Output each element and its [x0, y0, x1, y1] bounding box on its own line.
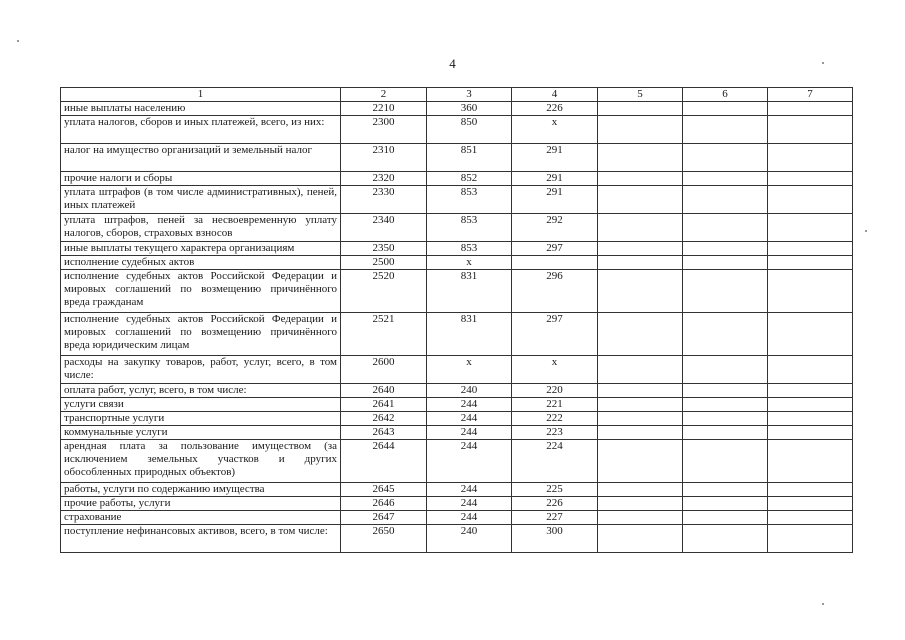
- cell-empty: [768, 186, 853, 214]
- cell-empty: [683, 172, 768, 186]
- cell-code: 2642: [341, 412, 427, 426]
- cell-empty: [598, 102, 683, 116]
- cell-empty: [598, 144, 683, 172]
- cell-empty: [683, 525, 768, 553]
- cell-kosgu: x: [512, 116, 598, 144]
- table-row: [61, 214, 853, 242]
- cell-name: налог на имущество организаций и земельный налог: [61, 144, 341, 172]
- table-row: [61, 483, 853, 497]
- cell-empty: [598, 511, 683, 525]
- table-row: [61, 256, 853, 270]
- cell-code: 2644: [341, 440, 427, 483]
- column-header: 6: [683, 88, 768, 102]
- cell-name: уплата налогов, сборов и иных платежей, всего, из них:: [61, 116, 341, 144]
- column-header: 4: [512, 88, 598, 102]
- page-number: 4: [449, 56, 456, 71]
- cell-empty: [598, 256, 683, 270]
- column-header: 3: [427, 88, 512, 102]
- cell-empty: [683, 497, 768, 511]
- cell-empty: [598, 242, 683, 256]
- cell-kosgu: 220: [512, 384, 598, 398]
- cell-kbk: 244: [427, 426, 512, 440]
- column-header: 7: [768, 88, 853, 102]
- cell-kbk: x: [427, 256, 512, 270]
- cell-name: прочие налоги и сборы: [61, 172, 341, 186]
- cell-code: 2600: [341, 356, 427, 384]
- cell-code: 2646: [341, 497, 427, 511]
- cell-kosgu: 291: [512, 172, 598, 186]
- cell-kosgu: 300: [512, 525, 598, 553]
- cell-empty: [598, 214, 683, 242]
- cell-name: услуги связи: [61, 398, 341, 412]
- cell-name: расходы на закупку товаров, работ, услуг, всего, в том числе:: [61, 356, 341, 384]
- cell-empty: [683, 356, 768, 384]
- cell-empty: [683, 483, 768, 497]
- cell-kbk: 852: [427, 172, 512, 186]
- cell-kosgu: 226: [512, 497, 598, 511]
- cell-empty: [598, 186, 683, 214]
- cell-kosgu: 226: [512, 102, 598, 116]
- scan-speck: [822, 603, 824, 605]
- cell-empty: [683, 242, 768, 256]
- scan-speck: [822, 62, 824, 64]
- cell-empty: [768, 116, 853, 144]
- cell-empty: [768, 242, 853, 256]
- cell-kosgu: [512, 256, 598, 270]
- cell-empty: [768, 412, 853, 426]
- cell-empty: [683, 144, 768, 172]
- cell-empty: [768, 483, 853, 497]
- cell-name: оплата работ, услуг, всего, в том числе:: [61, 384, 341, 398]
- cell-code: 2330: [341, 186, 427, 214]
- cell-name: коммунальные услуги: [61, 426, 341, 440]
- cell-kosgu: 292: [512, 214, 598, 242]
- cell-empty: [683, 102, 768, 116]
- cell-code: 2500: [341, 256, 427, 270]
- cell-code: 2647: [341, 511, 427, 525]
- table-row: [61, 172, 853, 186]
- cell-kosgu: 297: [512, 313, 598, 356]
- cell-kbk: 240: [427, 384, 512, 398]
- cell-code: 2520: [341, 270, 427, 313]
- cell-empty: [768, 214, 853, 242]
- table-row: [61, 440, 853, 483]
- table-header-row: [61, 88, 853, 102]
- table-row: [61, 102, 853, 116]
- cell-empty: [683, 412, 768, 426]
- budget-table: [60, 87, 853, 553]
- cell-name: исполнение судебных актов: [61, 256, 341, 270]
- cell-kosgu: 225: [512, 483, 598, 497]
- cell-code: 2350: [341, 242, 427, 256]
- column-header: 1: [61, 88, 341, 102]
- table-row: [61, 313, 853, 356]
- cell-empty: [598, 440, 683, 483]
- cell-name: исполнение судебных актов Российской Федерации и мировых соглашений по возмещению причинённого вреда гражданам: [61, 270, 341, 313]
- cell-kosgu: 221: [512, 398, 598, 412]
- column-header: 2: [341, 88, 427, 102]
- cell-empty: [683, 270, 768, 313]
- table-row: [61, 356, 853, 384]
- scan-speck: [17, 40, 19, 42]
- cell-empty: [598, 270, 683, 313]
- cell-name: исполнение судебных актов Российской Федерации и мировых соглашений по возмещению причинённого вреда юридическим лицам: [61, 313, 341, 356]
- cell-empty: [683, 313, 768, 356]
- cell-empty: [768, 313, 853, 356]
- cell-empty: [683, 440, 768, 483]
- cell-kbk: 851: [427, 144, 512, 172]
- cell-code: 2300: [341, 116, 427, 144]
- table-row: [61, 525, 853, 553]
- cell-kosgu: 227: [512, 511, 598, 525]
- cell-empty: [683, 186, 768, 214]
- cell-kbk: 853: [427, 186, 512, 214]
- cell-kbk: 850: [427, 116, 512, 144]
- cell-empty: [683, 398, 768, 412]
- cell-code: 2310: [341, 144, 427, 172]
- cell-empty: [598, 525, 683, 553]
- cell-kbk: 244: [427, 440, 512, 483]
- cell-name: уплата штрафов, пеней за несвоевременную уплату налогов, сборов, страховых взносов: [61, 214, 341, 242]
- cell-empty: [768, 398, 853, 412]
- cell-empty: [768, 525, 853, 553]
- table-row: [61, 144, 853, 172]
- cell-empty: [768, 511, 853, 525]
- cell-kosgu: 291: [512, 186, 598, 214]
- table-row: [61, 511, 853, 525]
- cell-empty: [598, 313, 683, 356]
- cell-empty: [598, 116, 683, 144]
- cell-empty: [768, 426, 853, 440]
- cell-empty: [598, 172, 683, 186]
- scan-speck: [865, 230, 867, 232]
- cell-empty: [683, 384, 768, 398]
- cell-code: 2320: [341, 172, 427, 186]
- cell-empty: [768, 256, 853, 270]
- cell-kbk: 244: [427, 398, 512, 412]
- cell-kbk: 240: [427, 525, 512, 553]
- cell-kbk: 244: [427, 483, 512, 497]
- cell-kbk: 853: [427, 214, 512, 242]
- cell-kbk: x: [427, 356, 512, 384]
- table-row: [61, 497, 853, 511]
- cell-kosgu: 291: [512, 144, 598, 172]
- cell-empty: [598, 426, 683, 440]
- cell-empty: [683, 116, 768, 144]
- cell-empty: [598, 412, 683, 426]
- cell-code: 2340: [341, 214, 427, 242]
- cell-name: иные выплаты населению: [61, 102, 341, 116]
- cell-empty: [768, 270, 853, 313]
- cell-kbk: 831: [427, 313, 512, 356]
- cell-kosgu: 297: [512, 242, 598, 256]
- cell-kbk: 360: [427, 102, 512, 116]
- cell-code: 2643: [341, 426, 427, 440]
- table-row: [61, 186, 853, 214]
- cell-name: прочие работы, услуги: [61, 497, 341, 511]
- cell-code: 2641: [341, 398, 427, 412]
- cell-empty: [768, 102, 853, 116]
- table-row: [61, 398, 853, 412]
- table-row: [61, 270, 853, 313]
- cell-empty: [598, 398, 683, 412]
- cell-empty: [598, 384, 683, 398]
- table-row: [61, 412, 853, 426]
- cell-code: 2645: [341, 483, 427, 497]
- cell-kosgu: x: [512, 356, 598, 384]
- cell-kbk: 244: [427, 412, 512, 426]
- cell-empty: [598, 483, 683, 497]
- cell-kosgu: 296: [512, 270, 598, 313]
- cell-code: 2521: [341, 313, 427, 356]
- cell-empty: [683, 256, 768, 270]
- cell-empty: [768, 144, 853, 172]
- cell-name: иные выплаты текущего характера организациям: [61, 242, 341, 256]
- cell-code: 2650: [341, 525, 427, 553]
- cell-name: страхование: [61, 511, 341, 525]
- cell-empty: [768, 356, 853, 384]
- table-row: [61, 242, 853, 256]
- cell-empty: [683, 426, 768, 440]
- cell-empty: [768, 384, 853, 398]
- cell-kbk: 853: [427, 242, 512, 256]
- cell-kosgu: 222: [512, 412, 598, 426]
- cell-name: уплата штрафов (в том числе административных), пеней, иных платежей: [61, 186, 341, 214]
- cell-kosgu: 224: [512, 440, 598, 483]
- cell-empty: [683, 214, 768, 242]
- table-row: [61, 116, 853, 144]
- table-row: [61, 384, 853, 398]
- cell-name: работы, услуги по содержанию имущества: [61, 483, 341, 497]
- cell-kbk: 831: [427, 270, 512, 313]
- cell-empty: [598, 497, 683, 511]
- column-header: 5: [598, 88, 683, 102]
- cell-empty: [598, 356, 683, 384]
- cell-name: транспортные услуги: [61, 412, 341, 426]
- cell-kbk: 244: [427, 497, 512, 511]
- cell-kbk: 244: [427, 511, 512, 525]
- cell-empty: [768, 440, 853, 483]
- cell-kosgu: 223: [512, 426, 598, 440]
- cell-empty: [683, 511, 768, 525]
- cell-name: арендная плата за пользование имуществом (за исключением земельных участков и других обособленных природных объектов): [61, 440, 341, 483]
- cell-name: поступление нефинансовых активов, всего, в том числе:: [61, 525, 341, 553]
- cell-empty: [768, 497, 853, 511]
- cell-code: 2210: [341, 102, 427, 116]
- cell-code: 2640: [341, 384, 427, 398]
- table-row: [61, 426, 853, 440]
- cell-empty: [768, 172, 853, 186]
